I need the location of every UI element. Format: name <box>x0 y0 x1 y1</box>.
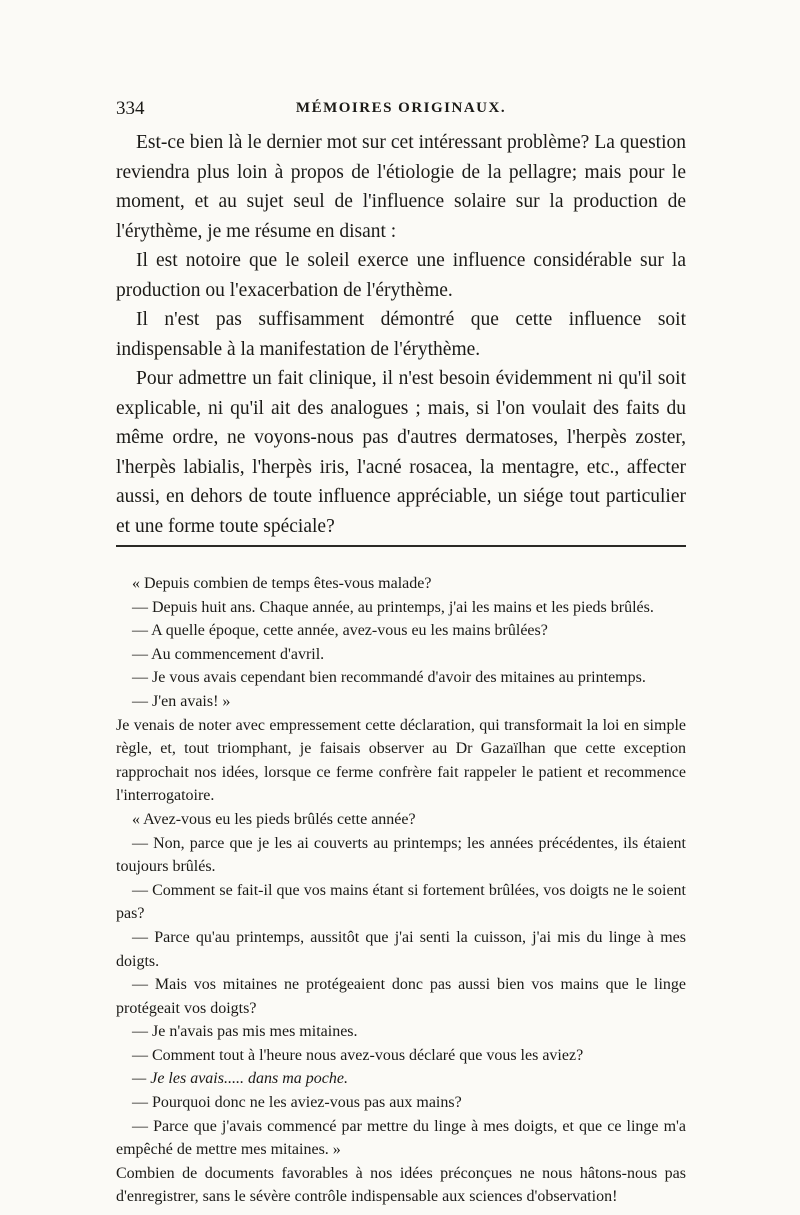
note-line: — Pourquoi donc ne les aviez-vous pas aux mains? <box>132 1094 462 1112</box>
note-line: — Parce que j'avais commencé par mettre du linge à mes doigts, et que ce linge m'a empêché de mettre mes mitaines. » <box>116 1117 686 1159</box>
note-line: — J'en avais! » <box>132 692 231 710</box>
main-text <box>116 128 686 541</box>
main-paragraph: Est-ce bien là le dernier mot sur cet intéressant problème? La question reviendra plus loin à propos de l'étiologie de la pellagre; mais pour le moment, et au sujet seul de l'influence solaire sur la production de l'érythème, je me résume en disant : <box>116 132 686 242</box>
main-paragraph: Il est notoire que le soleil exerce une influence considérable sur la production ou l'exacerbation de l'érythème. <box>116 250 686 301</box>
main-paragraph: Il n'est pas suffisamment démontré que cette influence soit indispensable à la manifestation de l'érythème. <box>116 309 686 360</box>
note-line: — Je n'avais pas mis mes mitaines. <box>132 1023 358 1041</box>
page-header <box>116 98 686 122</box>
page-number: 334 <box>116 98 145 119</box>
note-line: « Avez-vous eu les pieds brûlés cette année? <box>132 810 416 828</box>
note-line: Je venais de noter avec empressement cette déclaration, qui transformait la loi en simple règle, et, tout triomphant, je faisais observer au Dr Gazaïlhan que cette exception rapprochait nos idées, lorsque ce ferme confrère fait rappeler le patient et recommence l'interrogatoire. <box>116 716 686 805</box>
note-line: — Comment se fait-il que vos mains étant si fortement brûlées, vos doigts ne le soient pas? <box>116 881 686 923</box>
note-line: — A quelle époque, cette année, avez-vous eu les mains brûlées? <box>132 622 548 640</box>
running-title: MÉMOIRES ORIGINAUX. <box>295 100 507 116</box>
note-line: — Non, parce que je les ai couverts au printemps; les années précédentes, ils étaient toujours brûlés. <box>116 834 686 876</box>
note-line: — Au commencement d'avril. <box>132 645 325 663</box>
note-line: — Parce qu'au printemps, aussitôt que j'ai senti la cuisson, j'ai mis du linge à mes doigts. <box>116 928 686 970</box>
note-line: « Depuis combien de temps êtes-vous malade? <box>132 575 432 592</box>
footnote-separator <box>116 545 686 547</box>
note-line: — Je vous avais cependant bien recommandé d'avoir des mitaines au printemps. <box>132 669 646 687</box>
footnote-text <box>116 572 686 1209</box>
note-line: Combien de documents favorables à nos idées préconçues ne nous hâtons-nous pas d'enregistrer, sans le sévère contrôle indispensable aux sciences d'observation! <box>116 1164 686 1206</box>
main-paragraph: Pour admettre un fait clinique, il n'est besoin évidemment ni qu'il soit explicable, ni qu'il ait des analogues ; mais, si l'on voulait des faits du même ordre, ne voyons-nous pas d'autres dermatoses, l'herpès zoster, l'herpès labialis, l'herpès iris, l'acné rosacea, la mentagre, etc., affecter aussi, en dehors de toute influence appréciable, un siége tout particulier et une forme toute spéciale? <box>116 368 686 537</box>
note-line: — Je les avais..... dans ma poche. <box>132 1070 348 1088</box>
note-line: — Mais vos mitaines ne protégeaient donc pas aussi bien vos mains que le linge protégeait vos doigts? <box>116 976 686 1017</box>
note-line: — Depuis huit ans. Chaque année, au printemps, j'ai les mains et les pieds brûlés. <box>132 598 654 616</box>
note-line: — Comment tout à l'heure nous avez-vous déclaré que vous les aviez? <box>132 1046 584 1064</box>
